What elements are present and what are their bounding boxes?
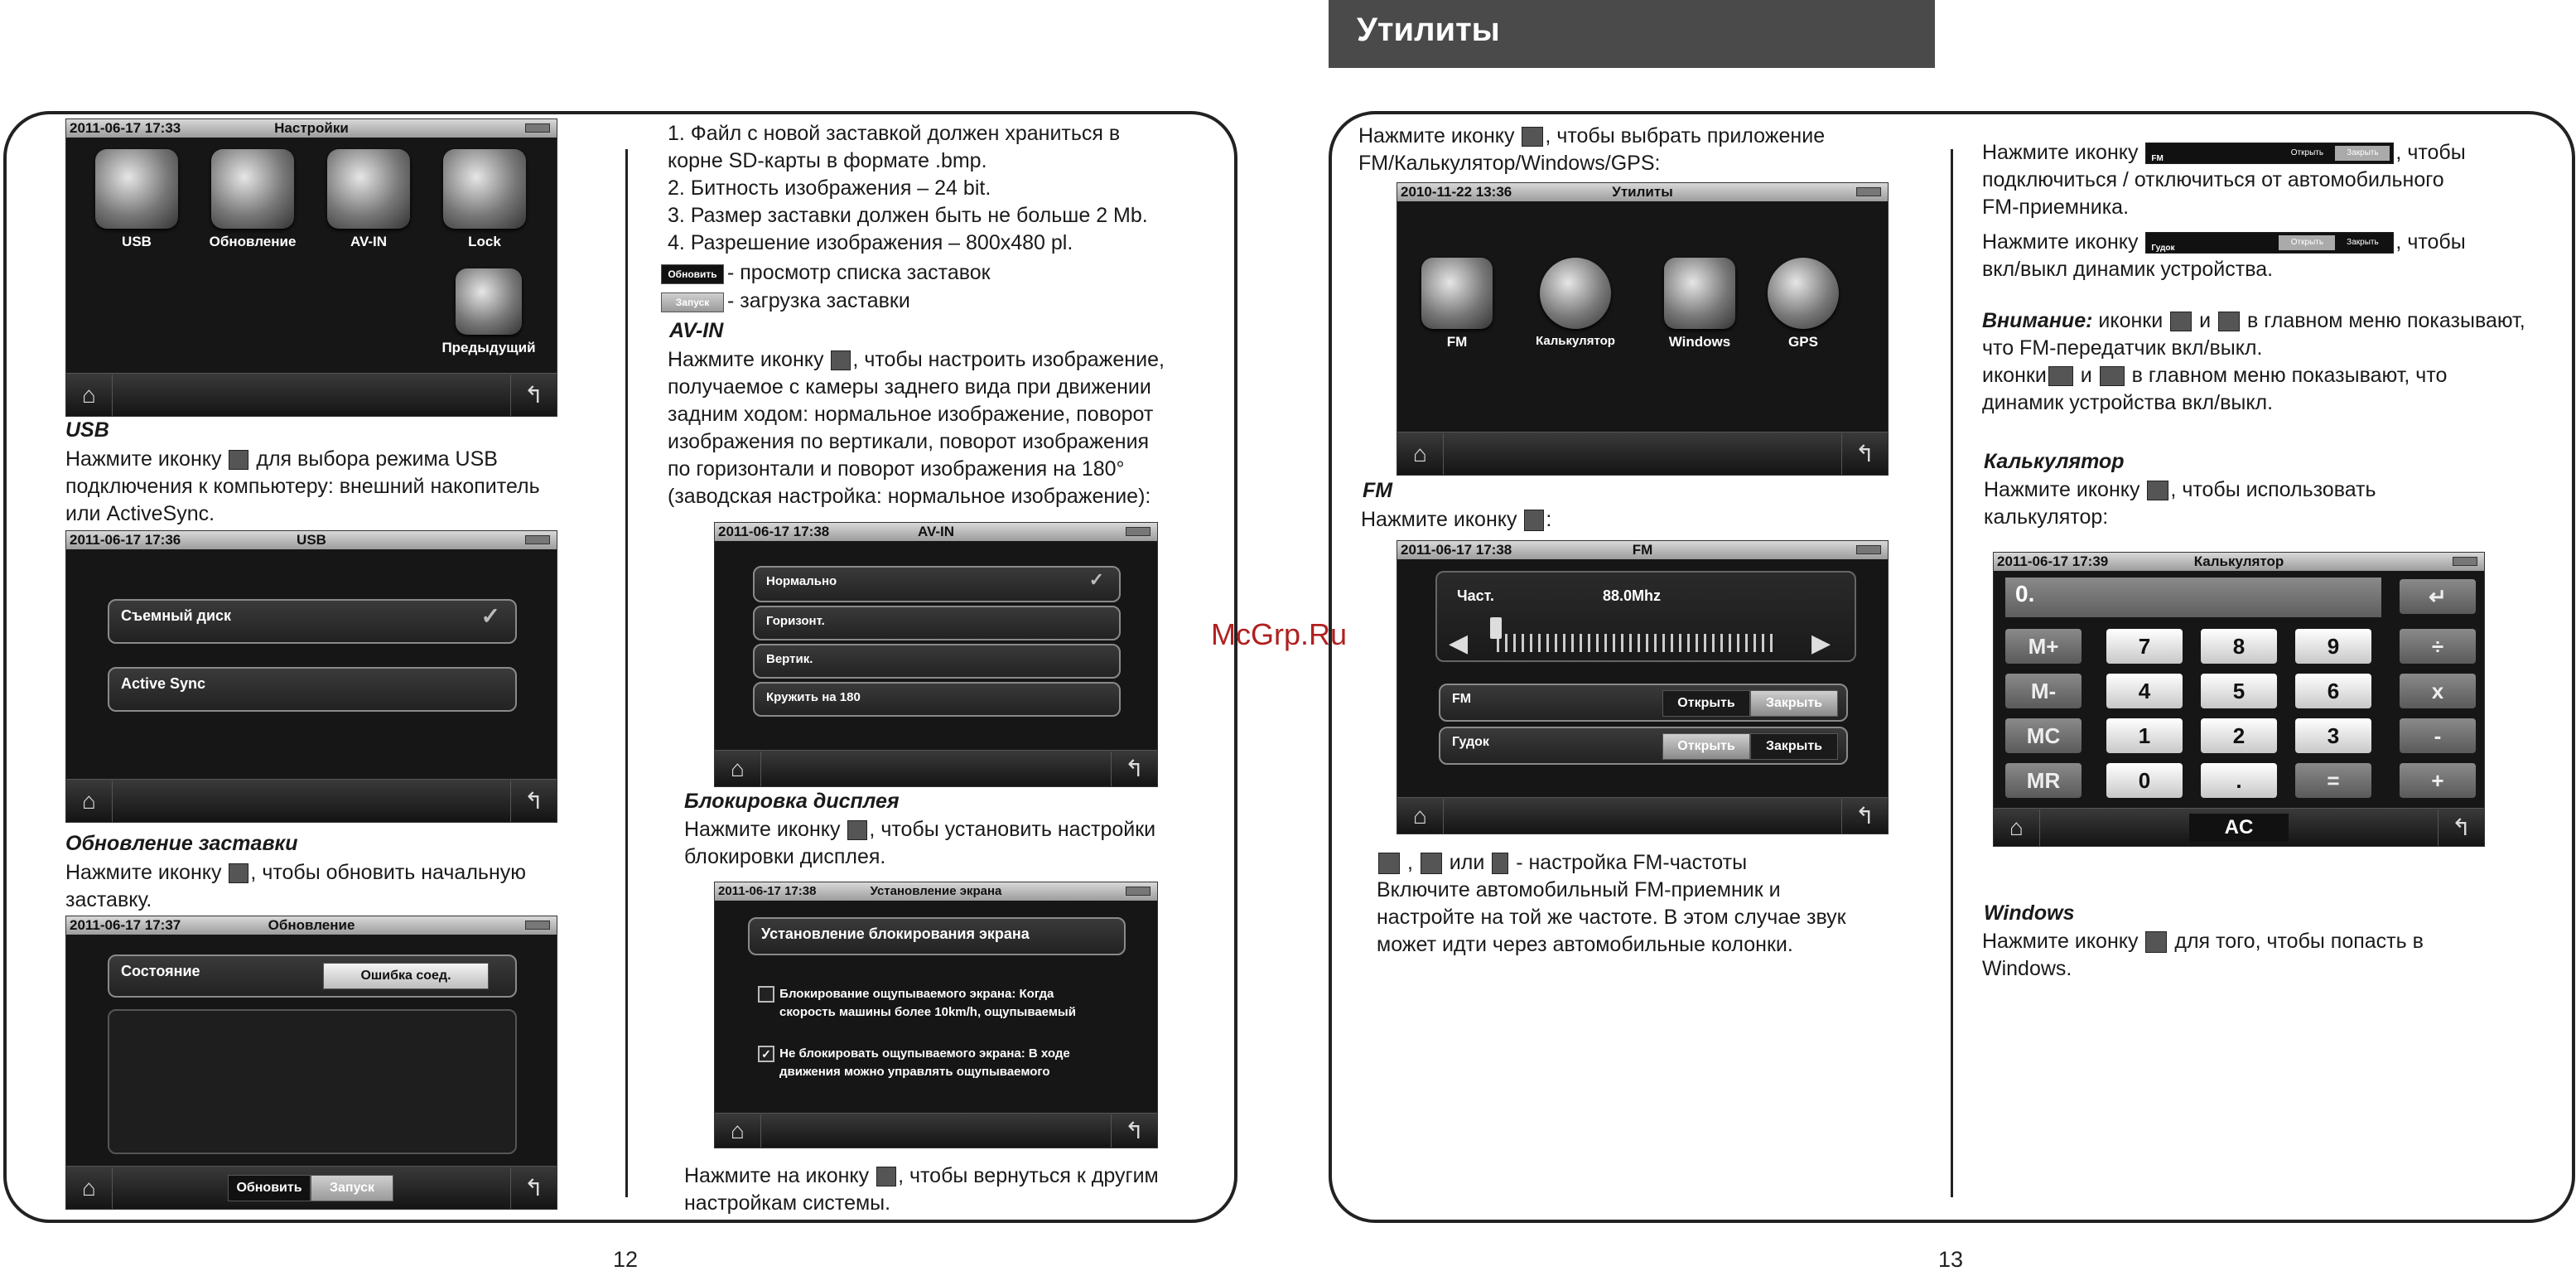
enter-key[interactable]: ↵: [2400, 579, 2476, 614]
battery-icon: [525, 921, 550, 930]
battery-icon: [1126, 887, 1151, 896]
inline-update-button: Обновить: [661, 264, 724, 284]
lock-heading: Блокировка дисплея: [684, 790, 900, 813]
lock-text: Нажмите иконку , чтобы установить настройки блокировки дисплея.: [684, 818, 1156, 868]
removable-disk-option[interactable]: Съемный диск ✓: [108, 599, 517, 644]
fm-close-button[interactable]: Закрыть: [1750, 690, 1838, 717]
slider-inline-icon: [1492, 853, 1508, 874]
update-button-desc: - просмотр списка заставок: [727, 261, 991, 284]
clear-key[interactable]: AC: [2189, 814, 2289, 842]
usb-inline-icon: [229, 450, 248, 470]
update-screen: [65, 916, 557, 1210]
lock-icon[interactable]: Lock: [431, 149, 538, 250]
back-inline-icon: [876, 1167, 896, 1186]
back-icon[interactable]: ↰: [1111, 1114, 1157, 1148]
screen-title: Настройки: [274, 120, 349, 136]
calculator-heading: Калькулятор: [1984, 450, 2125, 473]
active-sync-option[interactable]: Active Sync: [108, 667, 517, 712]
normal-option[interactable]: Нормально ✓: [753, 566, 1121, 602]
requirements-list: 1. Файл с новой заставкой должен храниться в корне SD-карты в формате .bmp. 2. Битность изображения – 24 bit. 3. Размер заставки должен быть не больше 2 Mb. 4. Разрешение изображения – 800х480 pl.: [668, 122, 1148, 254]
screen-time: 2010-11-22 13:36: [1401, 184, 1512, 200]
section-banner: Утилиты: [1329, 0, 1935, 68]
inline-fm-toggle: FM Открыть Закрыть: [2145, 143, 2394, 164]
speaker-off-icon: [2100, 366, 2125, 386]
fm-inline-icon: [1524, 510, 1544, 531]
back-icon[interactable]: ↰: [1841, 799, 1888, 834]
digit-9-key[interactable]: 9: [2295, 629, 2371, 664]
start-button-desc: - загрузка заставки: [727, 289, 910, 312]
back-icon[interactable]: ↰: [510, 1167, 557, 1209]
home-icon[interactable]: ⌂: [1994, 809, 2040, 846]
update-inline-icon: [229, 863, 248, 883]
utilities-intro: Нажмите иконку , чтобы выбрать приложение FM/Калькулятор/Windows/GPS:: [1358, 124, 1826, 175]
beep-close-button[interactable]: Закрыть: [1750, 733, 1838, 760]
screen-title: FM: [1632, 542, 1653, 558]
fm-on-icon: [2170, 312, 2192, 331]
mc-key[interactable]: MC: [2005, 718, 2082, 753]
left-divider: [625, 149, 628, 1197]
back-icon[interactable]: ↰: [2438, 809, 2484, 846]
frequency-label: Част.: [1457, 587, 1494, 604]
lock-screen: [714, 882, 1158, 1148]
screen-time: 2011-06-17 17:38: [1401, 542, 1512, 558]
av-in-screen: [714, 522, 1158, 787]
lock-inline-icon: [847, 820, 867, 840]
back-icon[interactable]: ↰: [1111, 751, 1157, 786]
fm-open-button[interactable]: Открыть: [1662, 690, 1750, 717]
lock-option-1[interactable]: Блокирование ощупываемого экрана: Когда скорость машины более 10km/h, ощупываемый: [756, 985, 1154, 1022]
calculator-display: 0.: [2005, 578, 2381, 617]
inline-start-button: Запуск: [661, 292, 724, 312]
equals-key[interactable]: =: [2295, 763, 2371, 798]
decimal-key[interactable]: .: [2201, 763, 2277, 798]
mr-key[interactable]: MR: [2005, 763, 2082, 798]
windows-text: Нажмите иконку для того, чтобы попасть в Windows.: [1982, 930, 2424, 980]
usb-text: Нажмите иконку для выбора режима USB подключения к компьютеру: внешний накопитель или ActiveSync.: [65, 447, 540, 525]
battery-icon: [525, 535, 550, 544]
battery-icon: [1856, 187, 1881, 196]
windows-icon[interactable]: Windows: [1650, 258, 1749, 350]
connection-error-badge: Ошибка соед.: [323, 963, 489, 989]
calculator-icon[interactable]: Калькулятор: [1522, 258, 1629, 348]
fm-icon[interactable]: FM: [1416, 258, 1498, 350]
usb-screen: [65, 530, 557, 823]
m-plus-key[interactable]: M+: [2005, 629, 2082, 664]
windows-inline-icon: [2145, 931, 2167, 953]
home-icon[interactable]: ⌂: [715, 1114, 761, 1148]
back-text: Нажмите на иконку , чтобы вернуться к другим настройкам системы.: [684, 1164, 1159, 1215]
settings-screen: [65, 118, 557, 417]
status-row: Состояние: [108, 954, 517, 998]
lock-settings-header: Установление блокирования экрана: [748, 917, 1126, 955]
digit-1-key[interactable]: 1: [2106, 718, 2183, 753]
beep-text: Нажмите иконку Гудок Открыть Закрыть , чтобы вкл/выкл динамик устройства.: [1982, 230, 2466, 281]
minus-key[interactable]: -: [2400, 718, 2476, 753]
windows-heading: Windows: [1984, 901, 2075, 925]
lock-option-2[interactable]: ✓ Не блокировать ощупываемого экрана: В ходе движения можно управлять ощупываемого: [756, 1045, 1154, 1081]
warning-text: Внимание: иконки и в главном меню показывают, что FM-передатчик вкл/выкл. иконки и в главном меню показывают, что динамик устройства вкл/выкл.: [1982, 309, 2525, 414]
update-text: Нажмите иконку , чтобы обновить начальную заставку.: [65, 861, 527, 911]
right-arrow-inline-icon: [1421, 853, 1442, 874]
freq-left-icon[interactable]: ◀: [1449, 630, 1469, 657]
digit-7-key[interactable]: 7: [2106, 629, 2183, 664]
fm-heading: FM: [1363, 479, 1393, 502]
screen-time: 2011-06-17 17:39: [1997, 553, 2109, 569]
battery-icon: [1856, 545, 1881, 554]
update-list-area: [108, 1009, 517, 1154]
rotate-180-option[interactable]: Кружить на 180: [753, 682, 1121, 717]
back-icon[interactable]: ↰: [1841, 433, 1888, 475]
home-icon[interactable]: ⌂: [66, 780, 113, 822]
right-divider: [1951, 149, 1953, 1197]
digit-8-key[interactable]: 8: [2201, 629, 2277, 664]
fm-row: FM: [1439, 684, 1848, 722]
fm-connect-text: Нажмите иконку FM Открыть Закрыть , чтобы подключиться / отключиться от автомобильного FM-приемника.: [1982, 141, 2466, 219]
previous-icon[interactable]: Предыдущий: [431, 268, 547, 356]
check-icon: ✓: [1088, 569, 1104, 590]
back-icon[interactable]: ↰: [510, 375, 557, 416]
checkbox-unchecked-icon: [758, 986, 774, 1003]
screen-time: 2011-06-17 17:36: [70, 532, 181, 548]
m-minus-key[interactable]: M-: [2005, 674, 2082, 708]
home-icon[interactable]: ⌂: [66, 1167, 113, 1209]
screen-title: USB: [297, 532, 326, 548]
update-heading: Обновление заставки: [65, 832, 298, 855]
av-in-heading: AV-IN: [669, 319, 724, 342]
home-icon[interactable]: ⌂: [66, 375, 113, 416]
gps-icon[interactable]: GPS: [1762, 258, 1845, 350]
fm-screen: [1397, 540, 1889, 834]
screen-title: AV-IN: [917, 524, 955, 539]
digit-2-key[interactable]: 2: [2201, 718, 2277, 753]
left-arrow-inline-icon: [1378, 853, 1400, 874]
fm-off-icon: [2218, 312, 2240, 331]
digit-3-key[interactable]: 3: [2295, 718, 2371, 753]
calculator-screen: [1993, 552, 2485, 847]
home-icon[interactable]: ⌂: [1397, 433, 1444, 475]
av-in-inline-icon: [831, 350, 851, 370]
page-number-left: 12: [613, 1247, 639, 1271]
digit-5-key[interactable]: 5: [2201, 674, 2277, 708]
inline-beep-toggle: Гудок Открыть Закрыть: [2145, 232, 2394, 254]
horizontal-option[interactable]: Горизонт.: [753, 606, 1121, 640]
usb-icon[interactable]: USB: [91, 149, 182, 250]
usb-heading: USB: [65, 418, 109, 442]
divide-key[interactable]: ÷: [2400, 629, 2476, 664]
screen-time: 2011-06-17 17:38: [718, 524, 830, 539]
screen-title: Обновление: [268, 917, 355, 933]
screen-title: Установление экрана: [870, 884, 1002, 898]
beep-open-button[interactable]: Открыть: [1662, 733, 1750, 760]
freq-slider-icon[interactable]: [1490, 617, 1502, 639]
start-button[interactable]: Запуск: [311, 1175, 393, 1201]
multiply-key[interactable]: x: [2400, 674, 2476, 708]
update-icon[interactable]: Обновление: [199, 149, 306, 250]
utilities-inline-icon: [1522, 127, 1543, 147]
screen-time: 2011-06-17 17:33: [70, 120, 181, 136]
fm-text: Нажмите иконку :: [1361, 508, 1552, 531]
home-icon[interactable]: ⌂: [1397, 799, 1444, 834]
frequency-scale[interactable]: [1497, 634, 1778, 652]
screen-title: Калькулятор: [2193, 553, 2284, 569]
utilities-screen: [1397, 182, 1889, 476]
vertical-option[interactable]: Вертик.: [753, 644, 1121, 679]
checkbox-checked-icon: ✓: [758, 1046, 774, 1062]
plus-key[interactable]: +: [2400, 763, 2476, 798]
tune-text: , или - настройка FM-частоты Включите автомобильный FM-приемник и настройте на той же частоте. В этом случае звук может идти через автомобильные колонки.: [1377, 851, 1846, 956]
update-button[interactable]: Обновить: [228, 1175, 311, 1201]
battery-icon: [2453, 557, 2477, 566]
speaker-on-icon: [2048, 366, 2073, 386]
freq-right-icon[interactable]: ▶: [1811, 630, 1831, 657]
page-number-right: 13: [1938, 1247, 1964, 1271]
beep-row: Гудок: [1439, 727, 1848, 765]
battery-icon: [525, 123, 550, 133]
screen-time: 2011-06-17 17:37: [70, 917, 181, 933]
av-in-text: Нажмите иконку , чтобы настроить изображение, получаемое с камеры заднего вида при движении задним ходом: нормальное изображение, поворот изображения по вертикали, поворот изображения по горизонтали и поворот изображения на 180° (заводская настройка: нормальное изображение):: [668, 348, 1165, 508]
digit-0-key[interactable]: 0: [2106, 763, 2183, 798]
check-icon: ✓: [480, 603, 500, 629]
digit-6-key[interactable]: 6: [2295, 674, 2371, 708]
home-icon[interactable]: ⌂: [715, 751, 761, 786]
watermark: McGrp.Ru: [1211, 617, 1348, 651]
battery-icon: [1126, 527, 1151, 536]
back-icon[interactable]: ↰: [510, 780, 557, 822]
av-in-icon[interactable]: AV-IN: [323, 149, 414, 250]
screen-time: 2011-06-17 17:38: [718, 884, 817, 898]
screen-title: Утилиты: [1612, 184, 1673, 200]
digit-4-key[interactable]: 4: [2106, 674, 2183, 708]
frequency-value: 88.0Mhz: [1603, 587, 1662, 604]
calculator-text: Нажмите иконку , чтобы использовать калькулятор:: [1984, 478, 2376, 529]
calculator-inline-icon: [2147, 481, 2168, 500]
